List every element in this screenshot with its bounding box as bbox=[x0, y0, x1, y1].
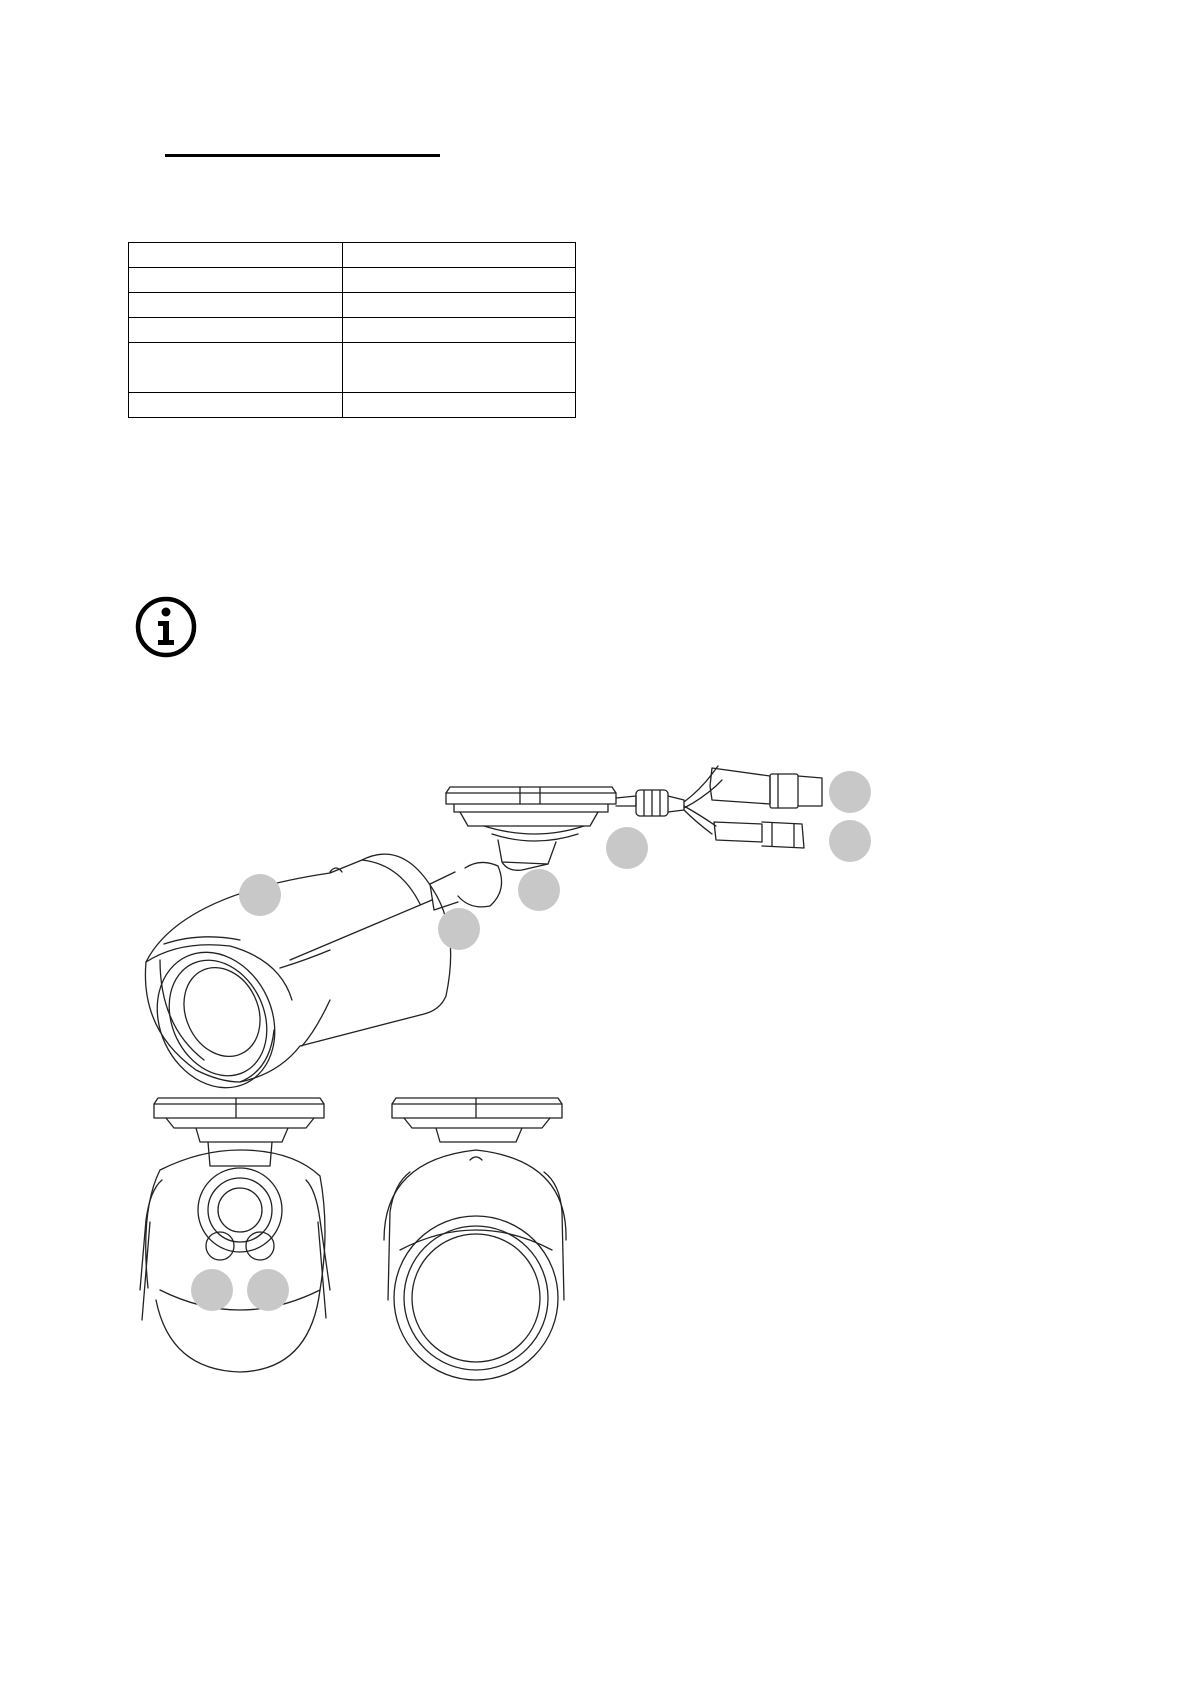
table-cell bbox=[129, 393, 343, 418]
table-row bbox=[129, 243, 576, 268]
callout-markers bbox=[191, 771, 871, 1311]
camera-side-view bbox=[136, 766, 822, 1107]
callout-marker bbox=[438, 908, 480, 950]
table-cell bbox=[129, 268, 343, 293]
camera-front-view bbox=[140, 1098, 330, 1372]
callout-marker bbox=[606, 827, 648, 869]
specification-table bbox=[128, 242, 576, 418]
table-cell bbox=[343, 293, 576, 318]
callout-marker bbox=[191, 1269, 233, 1311]
table-cell bbox=[343, 318, 576, 343]
table-cell bbox=[129, 318, 343, 343]
callout-marker bbox=[518, 869, 560, 911]
table-row bbox=[129, 393, 576, 418]
table-cell bbox=[343, 243, 576, 268]
callout-marker bbox=[239, 874, 281, 916]
table-row bbox=[129, 318, 576, 343]
section-heading bbox=[165, 128, 440, 152]
table-cell bbox=[343, 268, 576, 293]
heading-underline bbox=[165, 154, 440, 157]
table-cell bbox=[129, 293, 343, 318]
table-cell bbox=[343, 393, 576, 418]
table-row bbox=[129, 268, 576, 293]
table-cell bbox=[129, 243, 343, 268]
table-row bbox=[129, 293, 576, 318]
callout-marker bbox=[829, 820, 871, 862]
info-icon bbox=[134, 595, 198, 659]
camera-back-view bbox=[384, 1098, 566, 1380]
callout-marker bbox=[829, 771, 871, 813]
table-row bbox=[129, 343, 576, 393]
table-cell bbox=[129, 343, 343, 393]
callout-marker bbox=[247, 1269, 289, 1311]
table-cell bbox=[343, 343, 576, 393]
